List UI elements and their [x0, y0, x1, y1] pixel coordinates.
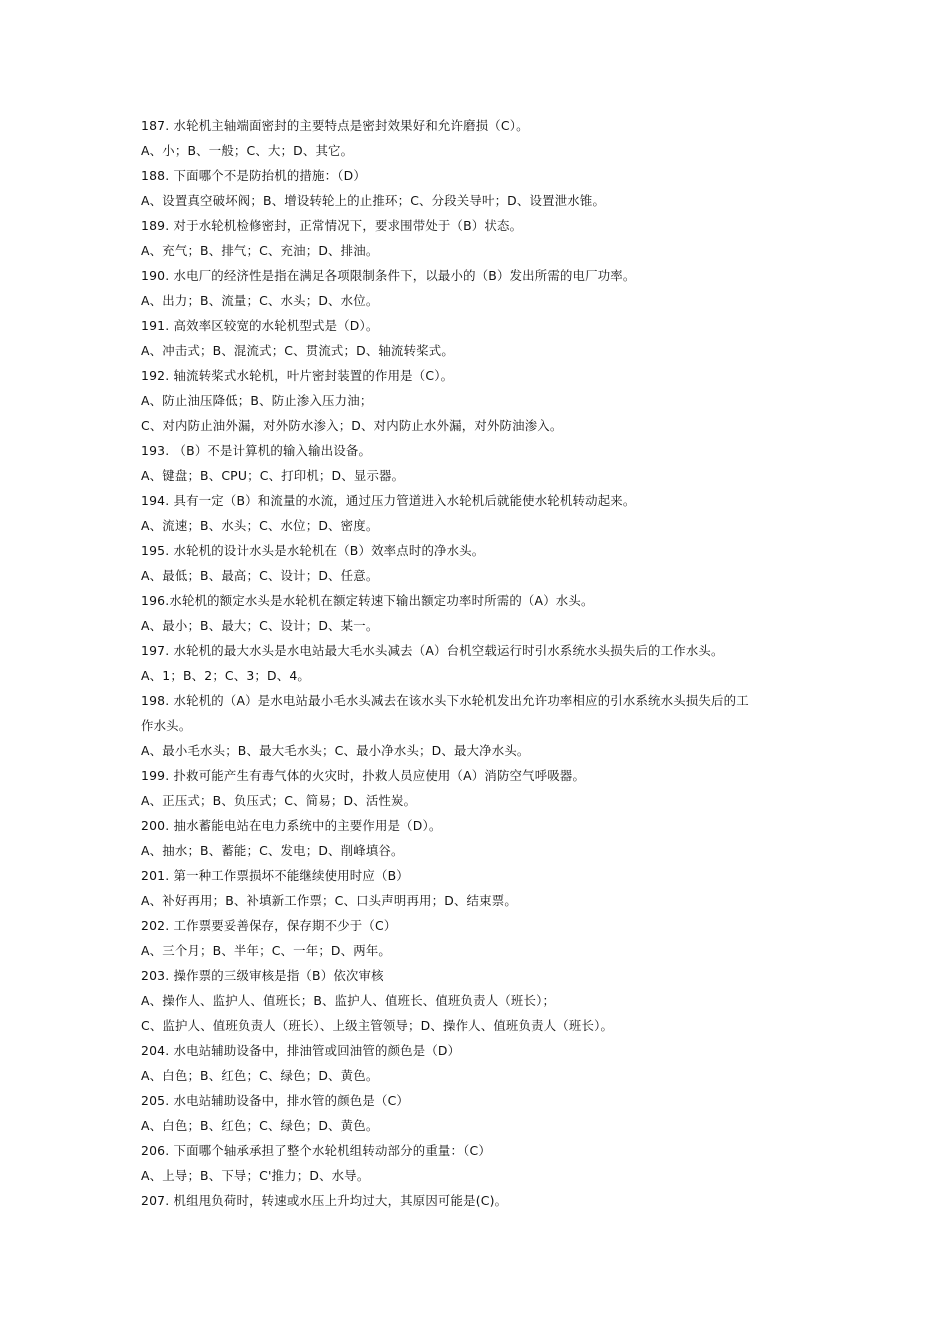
- text-line: 193. （B）不是计算机的输入输出设备。: [141, 443, 372, 458]
- text-line: A、最低；B、最高；C、设计；D、任意。: [141, 568, 379, 583]
- text-line: 205. 水电站辅助设备中，排水管的颜色是（C）: [141, 1093, 410, 1108]
- text-line: A、抽水；B、蓄能；C、发电；D、削峰填谷。: [141, 843, 404, 858]
- text-line: A、设置真空破坏阀；B、增设转轮上的止推环；C、分段关导叶；D、设置泄水锥。: [141, 193, 606, 208]
- text-line: A、冲击式；B、混流式；C、贯流式；D、轴流转桨式。: [141, 343, 454, 358]
- text-line: A、三个月；B、半年；C、一年；D、两年。: [141, 943, 392, 958]
- text-line: 201. 第一种工作票损坏不能继续使用时应（B）: [141, 868, 409, 883]
- text-line: A、白色；B、红色；C、绿色；D、黄色。: [141, 1068, 379, 1083]
- text-line: 199. 扑救可能产生有毒气体的火灾时，扑救人员应使用（A）消防空气呼吸器。: [141, 768, 586, 783]
- text-line: 188. 下面哪个不是防抬机的措施：（D）: [141, 168, 366, 183]
- text-line: C、监护人、值班负责人（班长）、上级主管领导；D、操作人、值班负责人（班长）。: [141, 1018, 614, 1033]
- text-line: A、上导；B、下导；C'推力；D、水导。: [141, 1168, 370, 1183]
- text-line: 195. 水轮机的设计水头是水轮机在（B）效率点时的净水头。: [141, 543, 485, 558]
- text-line: 191. 高效率区较宽的水轮机型式是（D）。: [141, 318, 379, 333]
- text-line: A、白色；B、红色；C、绿色；D、黄色。: [141, 1118, 379, 1133]
- text-line: A、流速；B、水头；C、水位；D、密度。: [141, 518, 379, 533]
- text-line: 194. 具有一定（B）和流量的水流，通过压力管道进入水轮机后就能使水轮机转动起来。: [141, 493, 636, 508]
- document-page: [141, 113, 811, 1213]
- text-line: 200. 抽水蓄能电站在电力系统中的主要作用是（D）。: [141, 818, 442, 833]
- text-line: A、键盘；B、CPU；C、打印机；D、显示器。: [141, 468, 405, 483]
- text-line: A、1；B、2；C、3；D、4。: [141, 668, 311, 683]
- text-line: A、出力；B、流量；C、水头；D、水位。: [141, 293, 379, 308]
- text-line: 197. 水轮机的最大水头是水电站最大毛水头减去（A）台机空载运行时引水系统水头损失后的工作水头。: [141, 643, 724, 658]
- text-line: 196.水轮机的额定水头是水轮机在额定转速下输出额定功率时所需的（A）水头。: [141, 593, 594, 608]
- text-line: 207. 机组甩负荷时，转速或水压上升均过大，其原因可能是(C)。: [141, 1193, 508, 1208]
- text-line: A、防止油压降低；B、防止渗入压力油；: [141, 393, 373, 408]
- text-line: A、最小毛水头；B、最大毛水头；C、最小净水头；D、最大净水头。: [141, 743, 530, 758]
- text-line: 作水头。: [141, 718, 192, 733]
- text-line: 192. 轴流转桨式水轮机，叶片密封装置的作用是（C）。: [141, 368, 454, 383]
- text-line: 203. 操作票的三级审核是指（B）依次审核: [141, 968, 384, 983]
- text-line: C、对内防止油外漏，对外防水渗入；D、对内防止水外漏，对外防油渗入。: [141, 418, 563, 433]
- text-line: 187. 水轮机主轴端面密封的主要特点是密封效果好和允许磨损（C）。: [141, 118, 529, 133]
- text-line: A、补好再用；B、补填新工作票；C、口头声明再用；D、结束票。: [141, 893, 517, 908]
- text-line: 198. 水轮机的（A）是水电站最小毛水头减去在该水头下水轮机发出允许功率相应的引水系统水头损失后的工: [141, 693, 749, 708]
- text-line: A、充气；B、排气；C、充油；D、排油。: [141, 243, 379, 258]
- text-line: 189. 对于水轮机检修密封，正常情况下，要求围带处于（B）状态。: [141, 218, 523, 233]
- text-line: A、正压式；B、负压式；C、简易；D、活性炭。: [141, 793, 417, 808]
- text-line: 202. 工作票要妥善保存，保存期不少于（C）: [141, 918, 397, 933]
- text-line: A、操作人、监护人、值班长；B、监护人、值班长、值班负责人（班长）；: [141, 993, 556, 1008]
- text-line: 206. 下面哪个轴承承担了整个水轮机组转动部分的重量：（C）: [141, 1143, 491, 1158]
- text-line: A、小；B、一般；C、大；D、其它。: [141, 143, 354, 158]
- text-line: A、最小；B、最大；C、设计；D、某一。: [141, 618, 379, 633]
- text-line: 190. 水电厂的经济性是指在满足各项限制条件下，以最小的（B）发出所需的电厂功率。: [141, 268, 636, 283]
- text-line: 204. 水电站辅助设备中，排油管或回油管的颜色是（D）: [141, 1043, 461, 1058]
